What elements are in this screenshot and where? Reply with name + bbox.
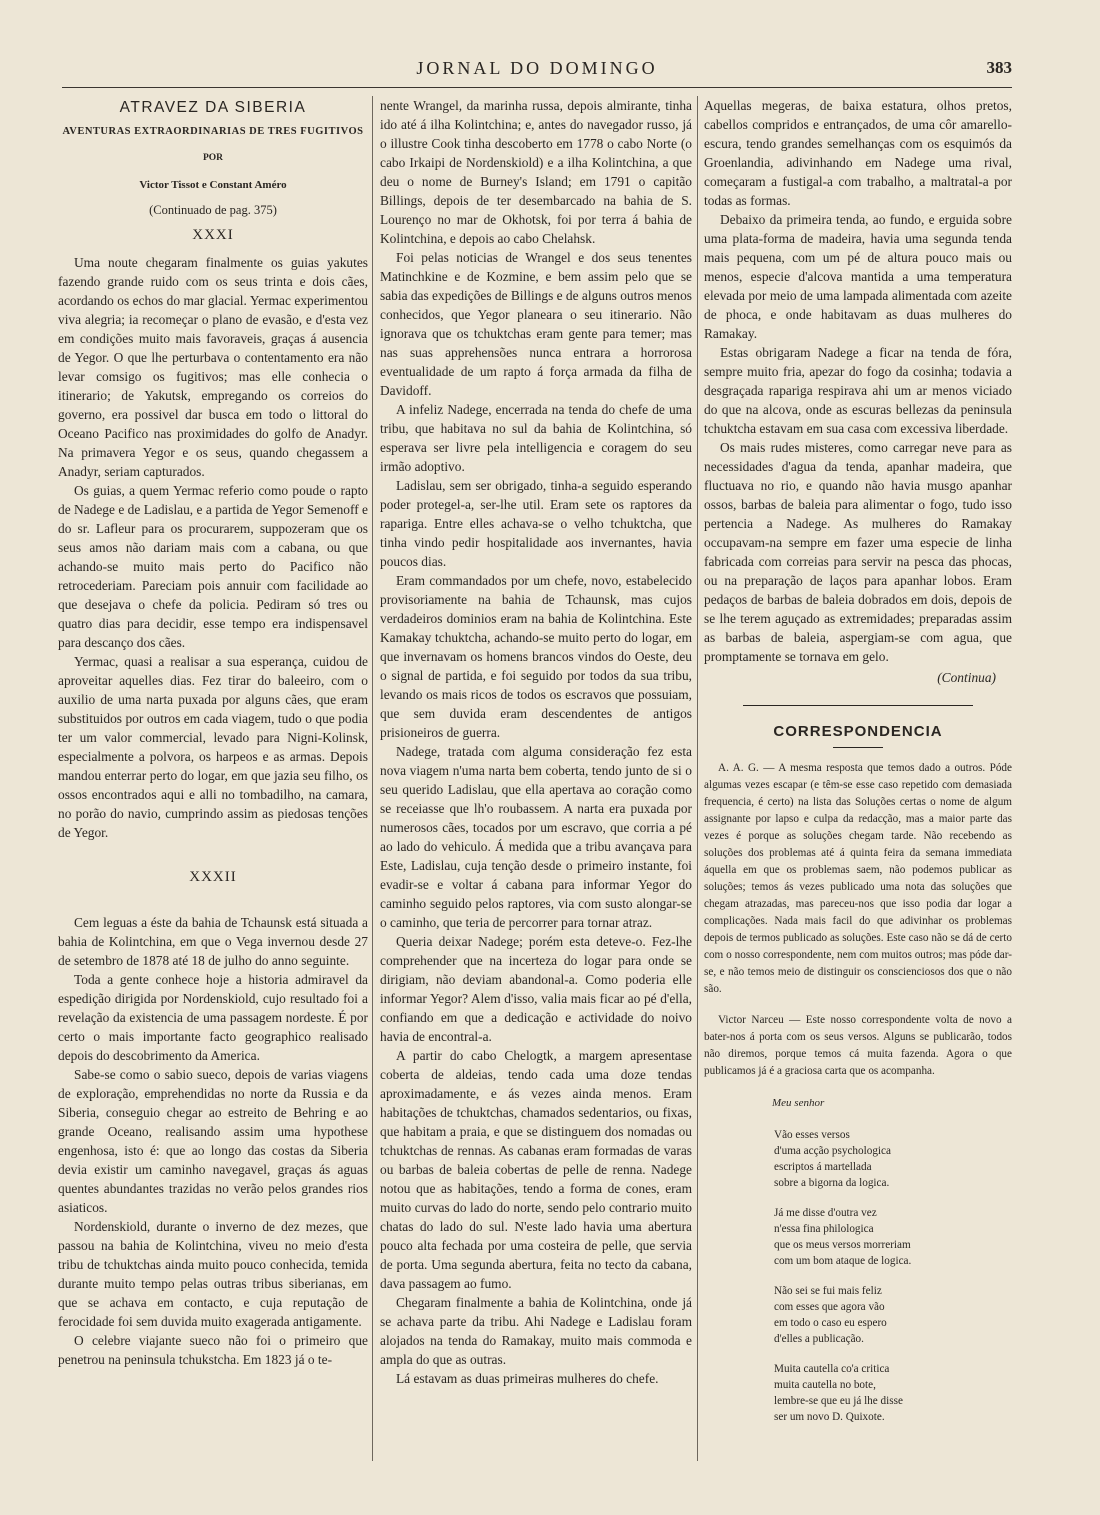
paragraph: nente Wrangel, da marinha russa, depois almirante, tinha ido até á ilha Kolintchina; e, antes do navegador russo, já o illustre Cook tinha descoberto em 1778 o cabo Norte (o cabo Irkaipi de Nordenskiold) e a ilha Kolintchina, a que deu o nome de Burney's Island; em 1791 o capitão Billings, depois de ter desembarcado na bahia de S. Lourenço no mar de Okhotsk, foi por terra á bahia de Kolintchina, e depois ao cabo Chelahsk. [380, 98, 692, 246]
chapter-heading: XXXII [189, 869, 237, 885]
poem-line: muita cautella no bote, [774, 1379, 876, 1391]
correspondence-title: CORRESPONDENCIA [773, 723, 943, 740]
short-rule [833, 747, 883, 748]
poem-stanza [774, 1283, 1012, 1347]
article-por: POR [202, 153, 224, 163]
page-number: 383 [986, 58, 1012, 77]
paragraph: Lá estavam as duas primeiras mulheres do chefe. [396, 1371, 659, 1386]
paragraph: Estas obrigaram Nadege a ficar na tenda de fóra, sempre muito fria, apezar do fogo da cosinha; todavia a desgraçada rapariga respirava ahi um ar menos viciado do que na alcova, onde as escuras bellezas da peninsula tchuktcha estavam em sua casa com excessiva liberdade. [704, 345, 1012, 436]
poem-line: com um bom ataque de logica. [774, 1255, 912, 1267]
poem-salutation: Meu senhor [772, 1097, 825, 1109]
paragraph: A infeliz Nadege, encerrada na tenda do chefe de uma tribu, que habitava no sul da bahia de Kolintchina, só esperava ser livre pela intelligencia e coragem do seu irmão adoptivo. [380, 402, 692, 474]
paragraph: O celebre viajante sueco não foi o primeiro que penetrou na peninsula tchukstcha. Em 1823 já o te- [58, 1333, 368, 1367]
poem-line: Muita cautella co'a critica [774, 1363, 890, 1375]
paragraph: Toda a gente conhece hoje a historia admiravel da espedição dirigida por Nordenskiold, cujo resultado foi a revelação da existencia de uma passagem nordeste. É por certo o mais importante facto geographico realisado depois do descobrimento da America. [58, 972, 368, 1063]
column-divider-1 [372, 96, 373, 1461]
paragraph: Foi pelas noticias de Wrangel e dos seus tenentes Matinchkine e de Kozmine, e bem assim pelo que se sabia das expedições de Billings e de alguns outros menos conhecidos, que Yegor planeara o seu itinerario. Não ignorava que os tchuktchas eram gente para temer; mas nas suas apprehensões nunca entrara a horrorosa eventualidade de um rapto á força armada da filha de Davidoff. [380, 250, 693, 398]
poem-line: em todo o caso eu espero [774, 1317, 887, 1329]
poem-line: lembre-se que eu já lhe disse [774, 1395, 903, 1407]
article-authors: Victor Tissot e Constant Améro [139, 179, 287, 191]
masthead [62, 58, 1012, 88]
poem-line: sobre a bigorna da logica. [774, 1177, 890, 1189]
paragraph: Nadege, tratada com alguma consideração fez esta nova viagem n'uma narta bem coberta, tendo junto de si o seu querido Ladislau, que ella apertava ao coração como se receiasse que lh'o roubassem. A narta era puxada por numerosos cães, tocados por um escravo, que corria a pé ao lado do vehiculo. Á medida que a tribu avançava para Este, Ladislau, cuja tenção desde o primeiro instante, foi evadir-se e voltar á cabana para informar Yegor do caminho seguido pelos raptores, via com susto alongar-se o caminho, que teria de percorrer para tornar atraz. [380, 744, 692, 930]
poem-line: ser um novo D. Quixote. [774, 1411, 885, 1423]
column-divider-2 [697, 96, 698, 1461]
correspondence-body [704, 760, 1012, 1080]
paragraph: Nordenskiold, durante o inverno de dez mezes, que passou na bahia de Kolintchina, viveu no meio d'esta tribu de tchuktchas ainda muito pouco conhecida, temida durante muito tempo pelas outras tribus siberianas, em que se achava em contacto, e cuja reputação de ferocidade foi sem duvida muito exagerada antigamente. [58, 1219, 368, 1329]
article-subtitle: AVENTURAS EXTRAORDINARIAS DE TRES FUGITIVOS [62, 126, 364, 137]
correspondence-item: Victor Narceu — Este nosso correspondente volta de novo a bater-nos á porta com os seus versos. Alguns se publicarão, todos não diremos, porque temos cá muita fazenda. Agora o que publicamos já é a graciosa carta que os acompanha. [704, 1014, 1012, 1077]
paragraph: Chegaram finalmente a bahia de Kolintchina, onde já se achava parte da tribu. Ahi Nadege e Ladislau foram alojados na tenda do Ramakay, muito mais commoda e ampla do que as outras. [380, 1295, 692, 1367]
article-title: ATRAVEZ DA SIBERIA [119, 99, 307, 116]
chapter-heading: XXXI [192, 227, 234, 243]
journal-title: JORNAL DO DOMINGO [416, 58, 658, 78]
poem-line: n'essa fina philologica [774, 1223, 874, 1235]
poem-line: d'uma acção psychologica [774, 1145, 891, 1157]
paragraph: Uma noute chegaram finalmente os guias yakutes fazendo grande ruido com os seus trinta e dois cães, acordando os echos do mar glacial. Yermac experimentou viva alegria; ia recomeçar o plano de evasão, e d'esta vez em condições muito mais favoraveis, graças á ausencia de Yegor. O que lhe perturbava o contentamento era não levar comsigo os fugitivos; mas elle conhecia o itinerario; de Yakutsk, empregando os correios do governo, era possivel dar busca em todo o littoral do Oceano Pacifico nas proximidades do golfo de Anadyr. Na primavera Yegor e os seus, quando chegassem a Anadyr, seriam capturados. [58, 255, 368, 479]
poem-line: Já me disse d'outra vez [774, 1207, 877, 1219]
correspondence-item: A. A. G. — A mesma resposta que temos dado a outros. Póde algumas vezes escapar (e têm-se esse caso repetido com demasiada frequencia, é certo) na lista das Soluções certas o nome de algum assignante por lapso e culpa da redacção, mas a maior parte das vezes é porque as soluções chegam tarde. Não recebendo as soluções dos problemas até á quinta feira da semana immediata áquella em que os problemas saem, não podemos publicar as soluções; temos ás vezes publicado uma nota das soluções que chegam atrazadas, mas pareceu-nos que isso podia dar logar a complicações. Nada mais facil do que adivinhar os problemas depois de termos publicado as soluções. Este caso não se dá de certo com o nosso correspondente, nem com muitos outros; mas póde dar-se, e não temos meio de distinguir os conscienciosos dos que o não são. [704, 762, 1012, 995]
paragraph: Debaixo da primeira tenda, ao fundo, e erguida sobre uma plata-forma de madeira, havia uma segunda tenda mais pequena, com um pé de altura pouco mais ou menos, especie d'alcova mantida a uma temperatura elevada por meio de uma lampada alimentada com azeite de phoca, e onde habitavam as duas mulheres do Ramakay. [704, 212, 1012, 341]
poem-stanza [774, 1205, 1012, 1269]
header-rule [62, 87, 1012, 88]
poem-stanza [774, 1127, 1012, 1191]
section-separator [743, 705, 973, 706]
paragraph: Queria deixar Nadege; porém esta deteve-o. Fez-lhe comprehender que na incerteza do logar para onde se dirigiam, não deviam abandonal-a. Como poderia elle informar Yegor? Alem d'isso, valia mais ficar ao pé d'ella, confiando em que a dedicação e actividade do noivo havia de encontral-a. [380, 934, 692, 1044]
column-2 [380, 96, 692, 1388]
poem-line: com esses que agora vão [774, 1301, 885, 1313]
poem-stanza [774, 1361, 1012, 1425]
poem-line: d'elles a publicação. [774, 1333, 864, 1345]
paragraph: Aquellas megeras, de baixa estatura, olhos pretos, cabellos compridos e entrançados, de uma côr amarello-escura, tendo grandes semelhanças com os esquimós da Groenlandia, adivinhando em Nadege uma rival, começaram a fustigal-a com trabalho, a maltratal-a por todas as formas. [704, 98, 1012, 208]
paragraph: Sabe-se como o sabio sueco, depois de varias viagens de exploração, emprehendidas no norte da Russia e da Siberia, conseguio chegar ao estreito de Behring e ao grande Oceano, realisando assim uma hypothese engenhosa, isto é: que ao longo das costas da Siberia devia existir um caminho navegavel, graças ás aguas quentes abundantes trazidas no verão pelos grandes rios asiaticos. [58, 1067, 368, 1215]
poem-line: Não sei se fui mais feliz [774, 1285, 882, 1297]
column-3 [704, 96, 1012, 1439]
poem-line: que os meus versos morreriam [774, 1239, 911, 1251]
column-1 [58, 96, 368, 1369]
paragraph: A partir do cabo Chelogtk, a margem apresentase coberta de aldeias, tendo cada uma doze tendas aproximadamente, e ás vezes ainda menos. Eram habitações de tchuktchas, chamados sedentarios, ou fixas, que habitam a praia, e que se distinguem dos nomadas ou tchuktchas de rennas. As cabanas eram formadas de varas ou barbas de baleia cobertas de pelle de renna. Nadege notou que as habitações, tendo a forma de cones, eram muito curvas do lado do norte, sendo pelo contrario muito chatas do lado do sul. N'este lado havia uma abertura pouco alta fechada por uma costeira de pelle, que servia de porta. Uma segunda abertura, feita no tecto da cabana, dava passagem ao fumo. [380, 1048, 692, 1291]
poem-line: Vão esses versos [774, 1129, 850, 1141]
paragraph: Eram commandados por um chefe, novo, estabelecido provisoriamente na bahia de Tchaunsk, mas cujos verdadeiros dominios eram na bahia de Kolintchina. Este Kamakay tchuktcha, achando-se muito perto do logar, em que invernavam os homens brancos vindos do Oeste, deu o signal de partida, e foi seguido por todos da sua tribu, levando os mais ricos de todos os escravos que possuiam, que sem duvida eram descendentes de antigos prisioneiros de guerra. [380, 573, 692, 740]
paragraph: Os guias, a quem Yermac referio como poude o rapto de Nadege e de Ladislau, e a partida de Yegor Semenoff e do sr. Lafleur para os procurarem, suppozeram que os seus amos não dariam mais com a cabana, ou que achando-se muito mais perto do Pacifico não retrocederiam. Pareciam pois annuir com facilidade ao que desejava o chefe da policia. Pediram só tres ou quatro dias para decidir, esse tempo era indispensavel para descanço dos cães. [58, 483, 368, 650]
paragraph: Yermac, quasi a realisar a sua esperança, cuidou de aproveitar aquelles dias. Fez tirar do baleeiro, com o auxilio de uma narta puxada por alguns cães, que eram substituidos por outros em cada viagem, tudo o que podia ter um valor commercial, levado para Nigni-Kolinsk, especialmente a polvora, os harpeos e as armas. Depois mandou enterrar perto do logar, em que jazia seu filho, os ossos encontrados aqui e alli no tombadilho, na camara, no porão do navio, cumprindo assim as piedosas tenções de Yegor. [58, 654, 368, 840]
article-continued: (Continuado de pag. 375) [149, 203, 277, 217]
continua-note: (Continua) [937, 670, 996, 685]
paragraph: Ladislau, sem ser obrigado, tinha-a seguido esperando poder protegel-a, ser-lhe util. Eram sete os raptores da rapariga. Entre elles achava-se o velho tchuktcha, que tinha vindo pedir hospitalidade aos invernantes, havia poucos dias. [380, 478, 692, 569]
paragraph: Cem leguas a éste da bahia de Tchaunsk está situada a bahia de Kolintchina, em que o Vega invernou desde 27 de setembro de 1878 até 18 de julho do anno seguinte. [58, 915, 368, 968]
paragraph: Os mais rudes misteres, como carregar neve para as necessidades d'agua da tenda, apanhar madeira, que fluctuava no rio, e quando não havia musgo apanhar ossos, barbas de baleia para alimentar o fogo, tudo isso pertencia a Nadege. As mulheres do Ramakay occupavam-na sempre em fazer uma especie de linha fabricada com correias para servir na pesca das phocas, ou na preparação de laços para apanhar lobos. Eram pedaços de barbas de baleia dobrados em dois, depois de se lhe terem aguçado as extremidades; preparadas assim as barbas de baleia, aspergiam-se com agua, que promptamente se tornava em gelo. [704, 440, 1012, 664]
poem [774, 1127, 1012, 1425]
poem-line: escriptos á martellada [774, 1161, 872, 1173]
